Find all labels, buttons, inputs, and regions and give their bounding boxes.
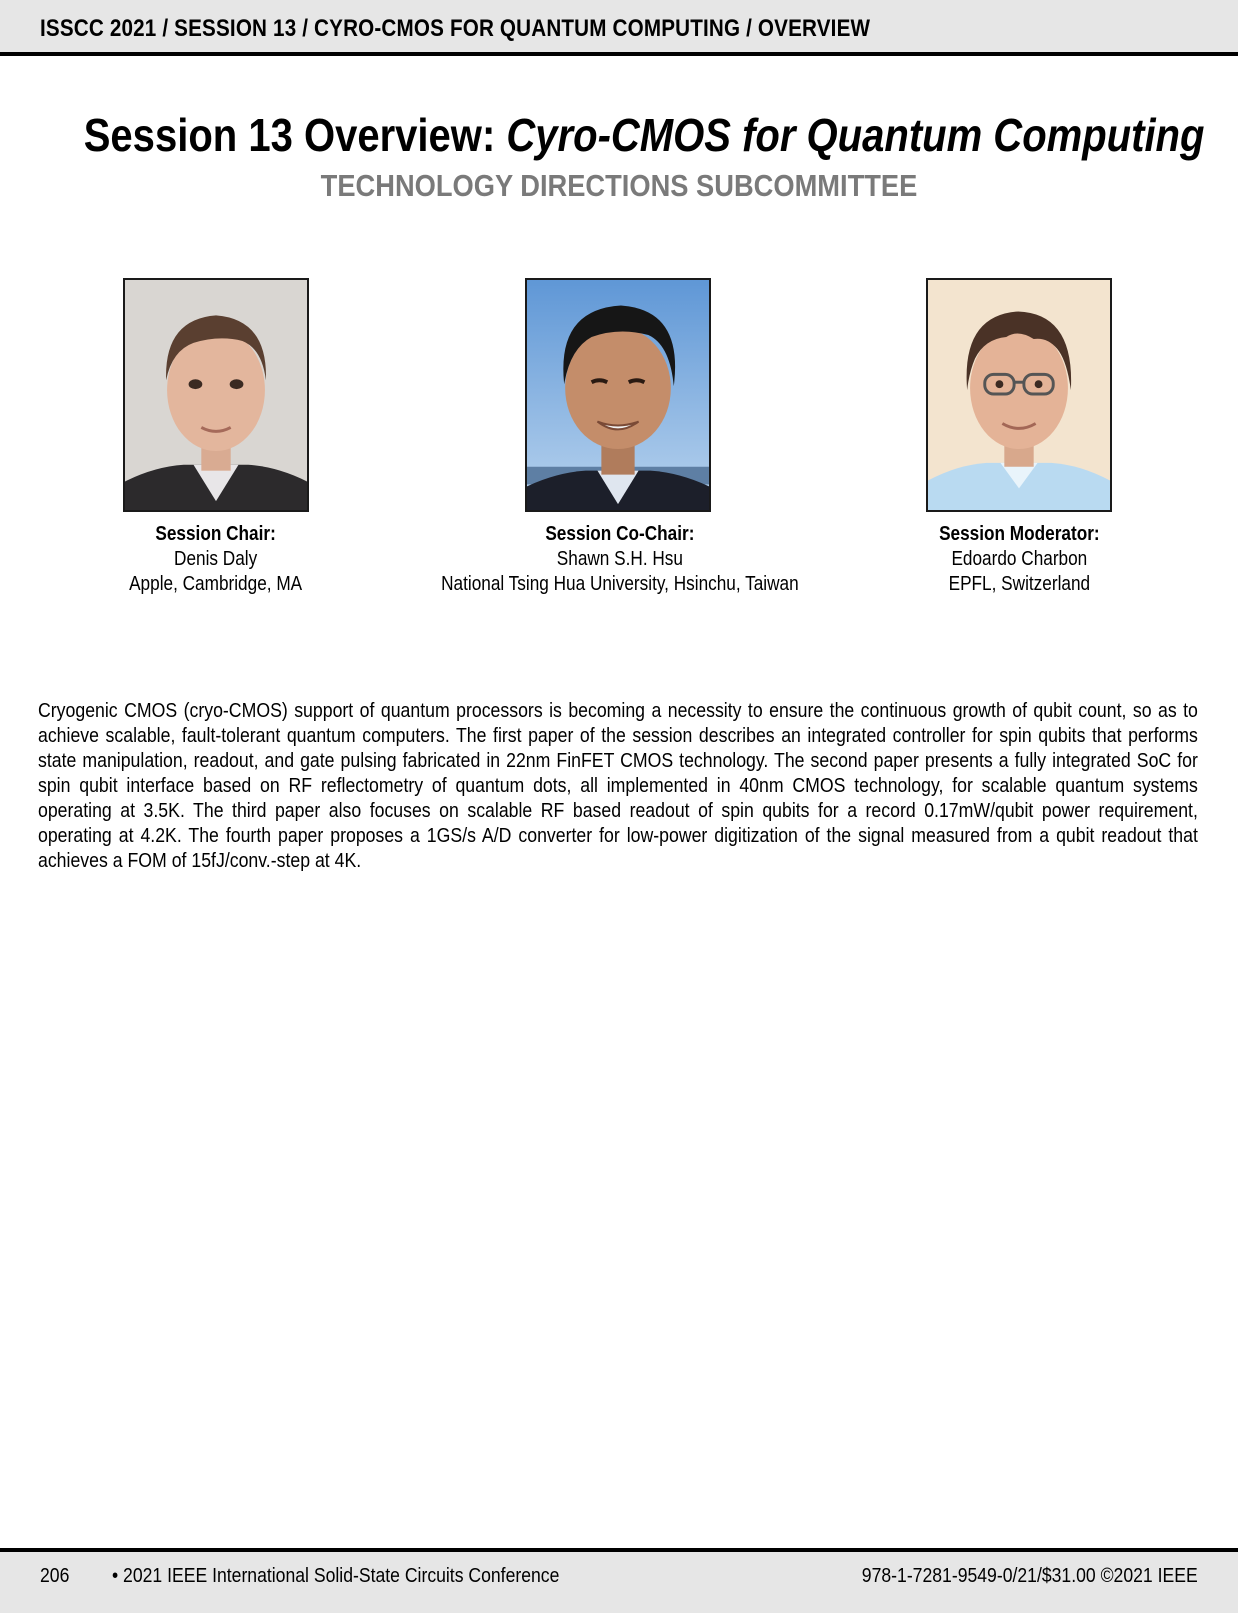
session-chair-name: Denis Daly (174, 548, 258, 570)
title-italic: Cyro-CMOS for Quantum Computing (506, 109, 1205, 161)
session-moderator-name: Edoardo Charbon (951, 548, 1087, 570)
subcommittee-heading: TECHNOLOGY DIRECTIONS SUBCOMMITTEE (320, 168, 918, 203)
session-chair-role: Session Chair: (155, 523, 277, 545)
session-co-chair-role: Session Co-Chair: (545, 523, 695, 545)
session-chair-caption (66, 522, 366, 597)
session-co-chair-affiliation: National Tsing Hua University, Hsinchu, Taiwan (441, 573, 799, 595)
page-title (0, 108, 1238, 162)
session-co-chair-name: Shawn S.H. Hsu (556, 548, 684, 570)
footer-conference: • 2021 IEEE International Solid-State Circuits Conference (112, 1565, 560, 1587)
session-moderator-role: Session Moderator: (938, 523, 1100, 545)
session-co-chair-caption (370, 522, 870, 597)
session-abstract-text: Cryogenic CMOS (cryo-CMOS) support of quantum processors is becoming a necessity to ensure the continuous growth of qubit count, so as to achieve scalable, fault-tolerant quantum computers. The first paper of the session describes an integrated controller for spin qubits that performs state manipulation, readout, and gate pulsing fabricated in 22nm FinFET CMOS technology. The second paper presents a fully integrated SoC for spin qubit interface based on RF reflectometry of quantum dots, all implemented in 40nm CMOS technology, for scalable quantum systems operating at 3.5K. The third paper also focuses on scalable RF based readout of spin qubits for a record 0.17mW/qubit power requirement, operating at 4.2K. The fourth paper proposes a 1GS/s A/D converter for low-power digitization of the signal measured from a qubit readout that achieves a FOM of 15fJ/conv.-step at 4K. (38, 699, 1198, 872)
session-moderator-caption (869, 522, 1169, 597)
portrait-session-chair (123, 278, 309, 512)
running-header: ISSCC 2021 / SESSION 13 / CYRO-CMOS FOR QUANTUM COMPUTING / OVERVIEW (40, 15, 871, 42)
page-number: 206 (40, 1565, 70, 1587)
session-chair-affiliation: Apple, Cambridge, MA (129, 573, 303, 595)
session-moderator-affiliation: EPFL, Switzerland (948, 573, 1090, 595)
footer-copyright: 978-1-7281-9549-0/21/$31.00 ©2021 IEEE (862, 1565, 1198, 1587)
portrait-session-moderator (926, 278, 1112, 512)
portrait-session-co-chair (525, 278, 711, 512)
session-abstract (38, 698, 1198, 873)
title-prefix: Session 13 Overview: (83, 109, 507, 161)
